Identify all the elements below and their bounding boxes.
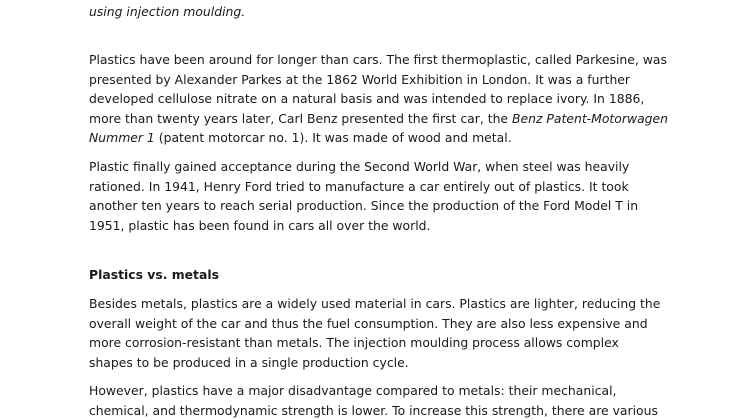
paragraph-line: chemical, and thermodynamic strength is lower. To increase this strength, there are various bbox=[89, 401, 664, 420]
paragraph-disadvantages bbox=[89, 381, 664, 420]
paragraph-text: (patent motorcar no. 1). It was made of wood and metal. bbox=[155, 130, 512, 145]
section-heading: Plastics vs. metals bbox=[89, 265, 219, 285]
italic-title: Benz Patent-Motorwagen bbox=[512, 111, 668, 126]
figure-caption: using injection moulding. bbox=[89, 2, 245, 22]
paragraph-line: developed cellulose nitrate on a natural basis and was intended to replace ivory. In 1886, bbox=[89, 89, 664, 109]
paragraph-line: Plastics have been around for longer than cars. The first thermoplastic, called Parkesine, was bbox=[89, 50, 664, 70]
paragraph-line: more corrosion-resistant than metals. The injection moulding process allows complex bbox=[89, 333, 664, 353]
paragraph-acceptance bbox=[89, 157, 664, 235]
paragraph-line: shapes to be produced in a single production cycle. bbox=[89, 353, 664, 373]
paragraph-advantages bbox=[89, 294, 664, 372]
paragraph-line: overall weight of the car and thus the fuel consumption. They are also less expensive and bbox=[89, 314, 664, 334]
paragraph-text: more than twenty years later, Carl Benz presented the first car, the bbox=[89, 111, 512, 126]
paragraph-line: Plastic finally gained acceptance during the Second World War, when steel was heavily bbox=[89, 157, 664, 177]
paragraph-line bbox=[89, 109, 664, 129]
paragraph-line: rationed. In 1941, Henry Ford tried to manufacture a car entirely out of plastics. It took bbox=[89, 177, 664, 197]
paragraph-line: another ten years to reach serial production. Since the production of the Ford Model T in bbox=[89, 196, 664, 216]
paragraph-line bbox=[89, 128, 664, 148]
paragraph-line: However, plastics have a major disadvantage compared to metals: their mechanical, bbox=[89, 381, 664, 401]
paragraph-line: Besides metals, plastics are a widely used material in cars. Plastics are lighter, reducing the bbox=[89, 294, 664, 314]
paragraph-history bbox=[89, 50, 664, 148]
paragraph-line: 1951, plastic has been found in cars all over the world. bbox=[89, 216, 664, 236]
italic-title: Nummer 1 bbox=[89, 130, 155, 145]
paragraph-line: presented by Alexander Parkes at the 1862 World Exhibition in London. It was a further bbox=[89, 70, 664, 90]
